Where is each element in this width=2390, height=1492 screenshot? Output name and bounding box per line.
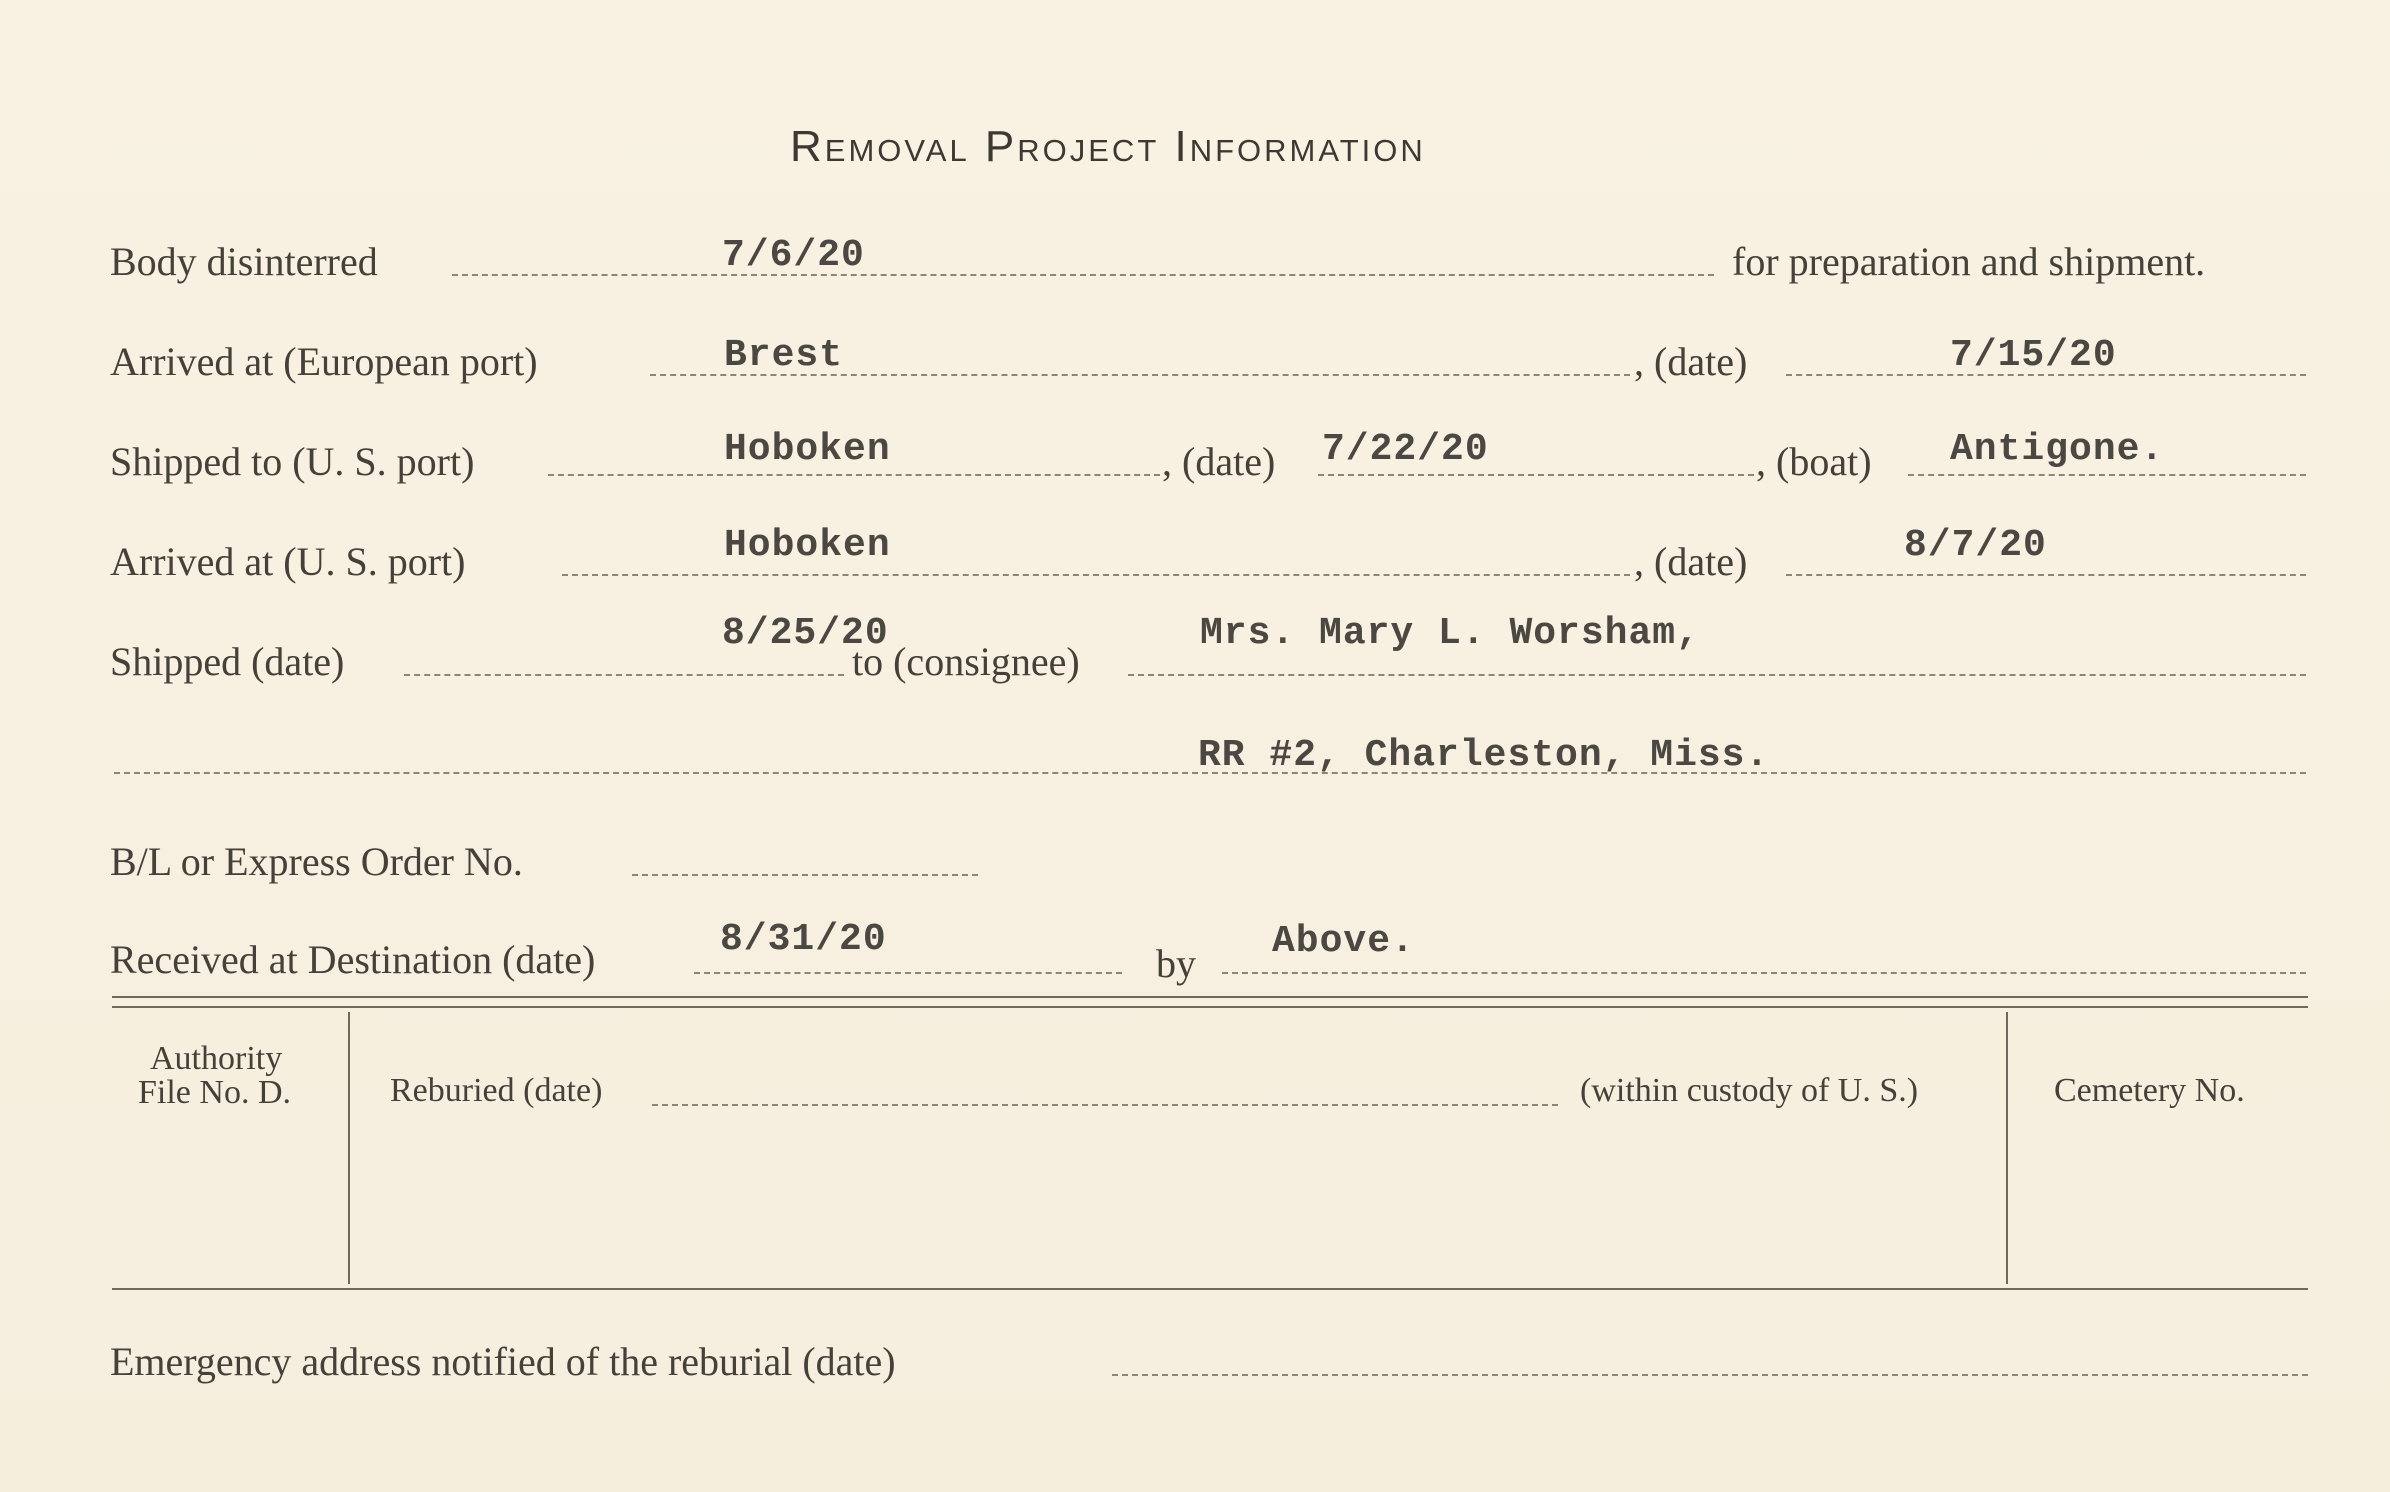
- by-value: Above.: [1272, 920, 1415, 963]
- boat-value: Antigone.: [1950, 428, 2165, 471]
- consignee-label: to (consignee): [852, 639, 1080, 684]
- by-line: [1222, 972, 2306, 974]
- boat-line: [1908, 474, 2306, 476]
- authority-label-line2: File No. D.: [138, 1074, 291, 1111]
- box-divider-right: [2006, 1012, 2008, 1284]
- shipped-to-date-line: [1318, 474, 1754, 476]
- shipped-to-value: Hoboken: [724, 428, 891, 471]
- arrived-us-value: Hoboken: [724, 524, 891, 567]
- shipped-to-line: [548, 474, 1160, 476]
- body-disinterred-line: [452, 274, 1714, 276]
- boat-label: , (boat): [1756, 439, 1872, 484]
- arrived-us-date-value: 8/7/20: [1904, 524, 2047, 567]
- arrived-european-date-value: 7/15/20: [1950, 334, 2117, 377]
- bl-label: B/L or Express Order No.: [110, 839, 523, 884]
- arrived-us-date-line: [1786, 574, 2306, 576]
- reburied-line: [652, 1104, 1558, 1106]
- bl-line: [632, 874, 978, 876]
- consignee-name: Mrs. Mary L. Worsham,: [1200, 612, 1700, 655]
- arrived-european-value: Brest: [724, 334, 844, 377]
- arrived-us-label: Arrived at (U. S. port): [110, 539, 466, 584]
- received-date-value: 8/31/20: [720, 918, 887, 961]
- separator-rule-bottom: [112, 1006, 2308, 1008]
- shipped-to-date-label: , (date): [1162, 439, 1276, 484]
- emergency-label: Emergency address notified of the reburial (date): [110, 1339, 896, 1384]
- received-label: Received at Destination (date): [110, 937, 596, 982]
- shipped-to-date-value: 7/22/20: [1322, 428, 1489, 471]
- received-date-line: [694, 972, 1122, 974]
- for-preparation-label: for preparation and shipment.: [1732, 239, 2206, 284]
- body-disinterred-value: 7/6/20: [722, 234, 865, 277]
- consignee-address: RR #2, Charleston, Miss.: [1198, 734, 1770, 777]
- shipped-date-label: Shipped (date): [110, 639, 345, 684]
- emergency-line: [1112, 1374, 2308, 1376]
- arrived-european-date-label: , (date): [1634, 339, 1748, 384]
- arrived-us-date-label: , (date): [1634, 539, 1748, 584]
- custody-label: (within custody of U. S.): [1580, 1072, 1919, 1109]
- arrived-us-line: [562, 574, 1630, 576]
- arrived-european-label: Arrived at (European port): [110, 339, 538, 384]
- consignee-line: [1128, 674, 2306, 676]
- separator-rule-top: [112, 996, 2308, 998]
- form-title: Removal Project Information: [790, 122, 1426, 171]
- reburied-label: Reburied (date): [390, 1072, 603, 1109]
- by-label: by: [1156, 941, 1196, 986]
- cemetery-label: Cemetery No.: [2054, 1072, 2245, 1109]
- shipped-to-label: Shipped to (U. S. port): [110, 439, 475, 484]
- body-disinterred-label: Body disinterred: [110, 239, 378, 284]
- box-bottom-rule: [112, 1288, 2308, 1290]
- shipped-date-line: [404, 674, 844, 676]
- box-divider-left: [348, 1012, 350, 1284]
- authority-label-line1: Authority: [150, 1040, 283, 1077]
- shipped-date-value: 8/25/20: [722, 612, 889, 655]
